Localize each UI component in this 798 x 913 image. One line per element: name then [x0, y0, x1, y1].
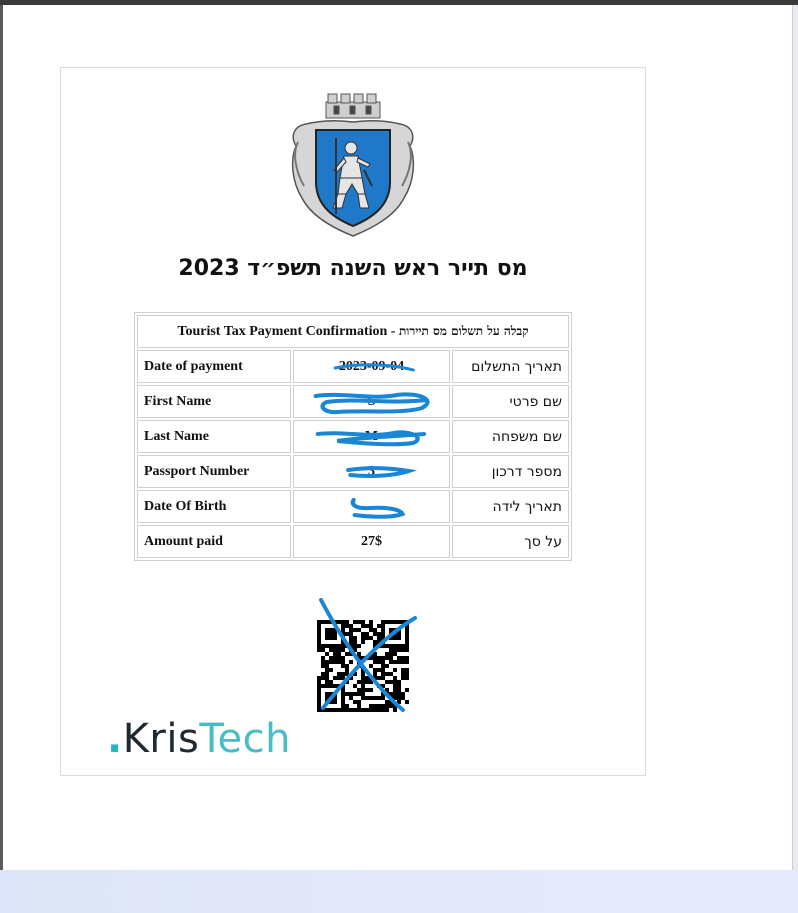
logo-dot: .: [107, 716, 123, 762]
table-row: [137, 350, 569, 383]
redaction-scribble: [294, 351, 449, 382]
table-row: [137, 420, 569, 453]
receipt-header-row: [137, 315, 569, 348]
coat-of-arms-icon: [288, 90, 418, 240]
row-value-text: S: [367, 393, 376, 409]
row-value: [293, 385, 450, 418]
table-row: [137, 385, 569, 418]
row-value: 27$: [293, 525, 450, 558]
qr-redaction-cross: [311, 598, 423, 718]
row-label: Last Name: [137, 420, 291, 453]
document-title: מס תייר ראש השנה תשפ״ד 2023: [178, 256, 528, 281]
redaction-scribble: [294, 421, 449, 452]
receipt-header-he: קבלה על תשלום מס תיירות: [398, 323, 529, 338]
row-label: First Name: [137, 385, 291, 418]
receipt-header-en: Tourist Tax Payment Confirmation -: [177, 323, 399, 339]
row-value-text: M: [364, 428, 379, 444]
redaction-scribble: [294, 456, 449, 487]
row-label: Passport Number: [137, 455, 291, 488]
row-value-text: 3: [368, 463, 375, 479]
row-label-hebrew: מספר דרכון: [452, 455, 569, 488]
logo-tech: Tech: [199, 716, 291, 762]
kristech-logo: [107, 716, 291, 762]
row-value: [293, 490, 450, 523]
row-value: [293, 350, 450, 383]
row-value: [293, 455, 450, 488]
row-label: Date of payment: [137, 350, 291, 383]
redaction-scribble: [294, 491, 449, 522]
redaction-scribble: [294, 386, 449, 417]
receipt-header-cell: [137, 315, 569, 348]
row-label-hebrew: שם משפחה: [452, 420, 569, 453]
row-label-hebrew: על סך: [452, 525, 569, 558]
row-label: Date Of Birth: [137, 490, 291, 523]
logo-kris: Kris: [122, 716, 200, 762]
row-value: [293, 420, 450, 453]
row-value-text: 2023-09-04: [338, 358, 405, 374]
table-row: [137, 525, 569, 558]
payment-receipt-table: [134, 312, 572, 561]
viewer-bottom-band: [0, 870, 798, 913]
viewer-scrollbar[interactable]: [792, 5, 798, 870]
table-row: [137, 455, 569, 488]
row-label-hebrew: שם פרטי: [452, 385, 569, 418]
table-row: [137, 490, 569, 523]
window-top-bar: [0, 0, 798, 5]
document-page: [60, 67, 646, 776]
row-label: Amount paid: [137, 525, 291, 558]
row-label-hebrew: תאריך לידה: [452, 490, 569, 523]
viewer-left-edge: [0, 5, 3, 870]
row-label-hebrew: תאריך התשלום: [452, 350, 569, 383]
